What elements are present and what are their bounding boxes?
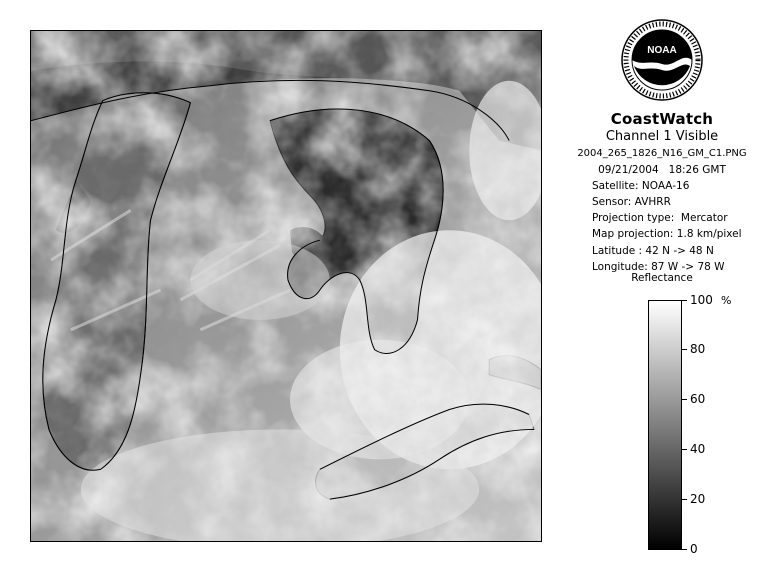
tick-label: 40 [690, 442, 706, 456]
satellite-map [30, 30, 542, 542]
satellite-image [31, 31, 541, 541]
projection-type-line: Projection type: Mercator [592, 212, 728, 225]
noaa-seal-icon [620, 18, 704, 102]
product-title: CoastWatch [610, 110, 714, 128]
channel-label: Channel 1 Visible [605, 129, 719, 144]
map-projection-line: Map projection: 1.8 km/pixel [592, 228, 742, 241]
latitude-line: Latitude : 42 N -> 48 N [592, 244, 714, 257]
tick-mark [682, 549, 687, 550]
sensor-line: Sensor: AVHRR [592, 196, 671, 209]
tick-label: 0 [690, 542, 698, 556]
tick-label: 100 [690, 293, 713, 307]
satellite-line: Satellite: NOAA-16 [592, 180, 690, 193]
tick-label: 60 [690, 392, 706, 406]
datetime: 09/21/2004 18:26 GMT [598, 164, 726, 177]
tick-mark [682, 300, 687, 301]
tick-mark [682, 349, 687, 350]
tick-label: 20 [690, 492, 706, 506]
filename: 2004_265_1826_N16_GM_C1.PNG [577, 148, 747, 159]
tick-mark [682, 449, 687, 450]
legend-title: Reflectance [631, 272, 693, 284]
logo-text: NOAA [647, 45, 677, 56]
metadata-block [556, 146, 768, 275]
tick-mark [682, 399, 687, 400]
tick-mark [682, 499, 687, 500]
legend-unit: % [721, 294, 732, 307]
reflectance-colorbar [648, 300, 682, 550]
info-panel [556, 18, 768, 558]
tick-label: 80 [690, 342, 706, 356]
longitude-line: Longitude: 87 W -> 78 W [592, 260, 725, 273]
